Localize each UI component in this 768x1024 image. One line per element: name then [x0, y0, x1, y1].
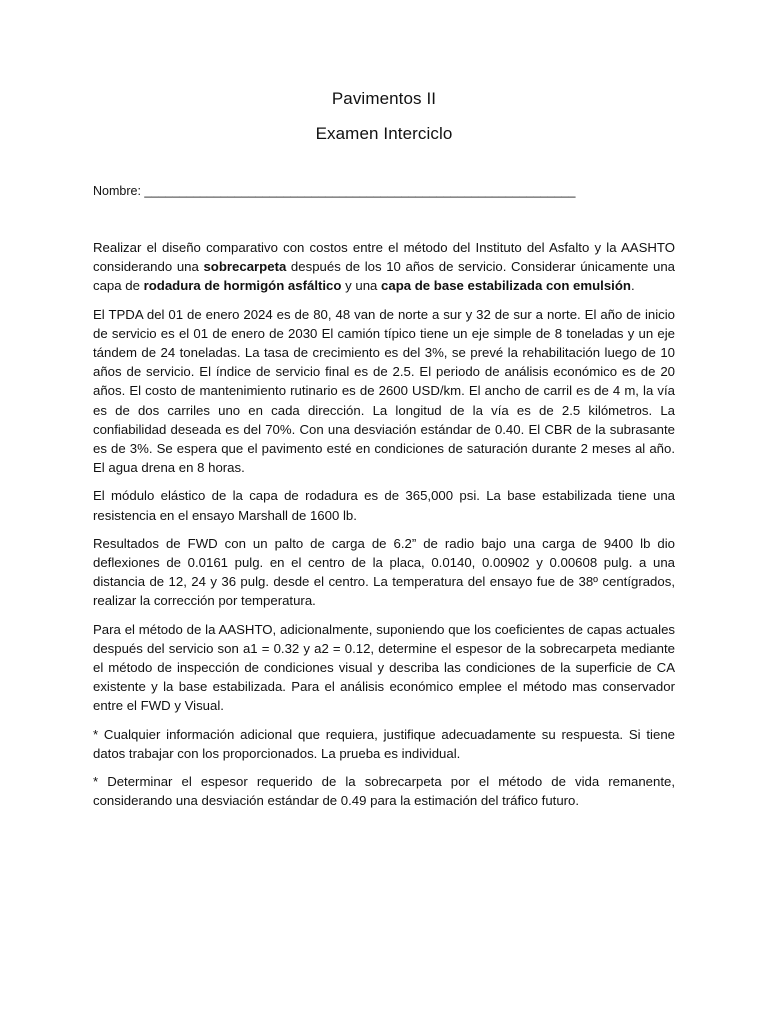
paragraph-aashto: Para el método de la AASHTO, adicionalmente, suponiendo que los coeficientes de capas actuales después del servicio son a1 = 0.32 y a2 = 0.12, determine el espesor de la sobrecarpeta mediante el método de inspección de condiciones visual y describa las condiciones de la superficie de CA existente y la base estabilizada. Para el análisis económico emplee el método mas conservador entre el FWD y Visual.	[93, 621, 675, 714]
paragraph-fwd: Resultados de FWD con un palto de carga de 6.2” de radio bajo una carga de 9400 lb dio deflexiones de 0.0161 pulg. en el centro de la placa, 0.0140, 0.00902 y 0.00608 pulg. a una distancia de 12, 24 y 36 pulg. desde el centro. La temperatura del ensayo fue de 38º centígrados, realizar la corrección por temperatura.	[93, 535, 675, 609]
paragraph-materials: El módulo elástico de la capa de rodadura es de 365,000 psi. La base estabilizada tiene una resistencia en el ensayo Marshall de 1600 lb.	[93, 488, 675, 523]
name-field	[93, 184, 575, 198]
bold-rodadura: rodadura de hormigón asfáltico	[143, 278, 342, 294]
paragraph-instructions: Realizar el diseño comparativo con costos entre el método del Instituto del Asfalto y la AASHTO considerando una sobrecarpeta después de los 10 años de servicio. Considerar únicamente una capa de rodadura de hormigón asfáltico y una capa de base estabilizada con emulsión.	[93, 240, 676, 294]
bold-sobrecarpeta: sobrecarpeta	[203, 259, 287, 275]
name-label: Nombre:	[93, 184, 141, 198]
name-line: ______________________________________________________________	[144, 184, 576, 198]
exam-title: Examen Interciclo	[315, 124, 453, 143]
exam-body	[93, 238, 675, 819]
bold-base: capa de base estabilizada con emulsión	[381, 278, 631, 294]
course-title: Pavimentos II	[331, 89, 437, 108]
paragraph-note-2: * Determinar el espesor requerido de la sobrecarpeta por el método de vida remanente, considerando una desviación estándar de 0.49 para la estimación del tráfico futuro.	[93, 774, 675, 809]
paragraph-traffic-data: El TPDA del 01 de enero 2024 es de 80, 48 van de norte a sur y 32 de sur a norte. El año de inicio de servicio es el 01 de enero de 2030 El camión típico tiene un eje simple de 8 toneladas y un eje tándem de 24 toneladas. La tasa de crecimiento es del 3%, se prevé la rehabilitación luego de 10 años de servicio. El índice de servicio final es de 2.5. El periodo de análisis económico es de 20 años. El costo de mantenimiento rutinario es de 2600 USD/km. El ancho de carril es de 4 m, la vía es de dos carriles uno en cada dirección. La longitud de la vía es de 2.5 kilómetros. La confiabilidad deseada es del 70%. Con una desviación estándar de 0.40. El CBR de la subrasante es de 3%. Se espera que el pavimento esté en condiciones de saturación durante 2 meses al año. El agua drena en 8 horas.	[93, 306, 675, 476]
paragraph-note-1: * Cualquier información adicional que requiera, justifique adecuadamente su respuesta. Si tiene datos trabajar con los proporcionados. La prueba es individual.	[93, 726, 675, 761]
